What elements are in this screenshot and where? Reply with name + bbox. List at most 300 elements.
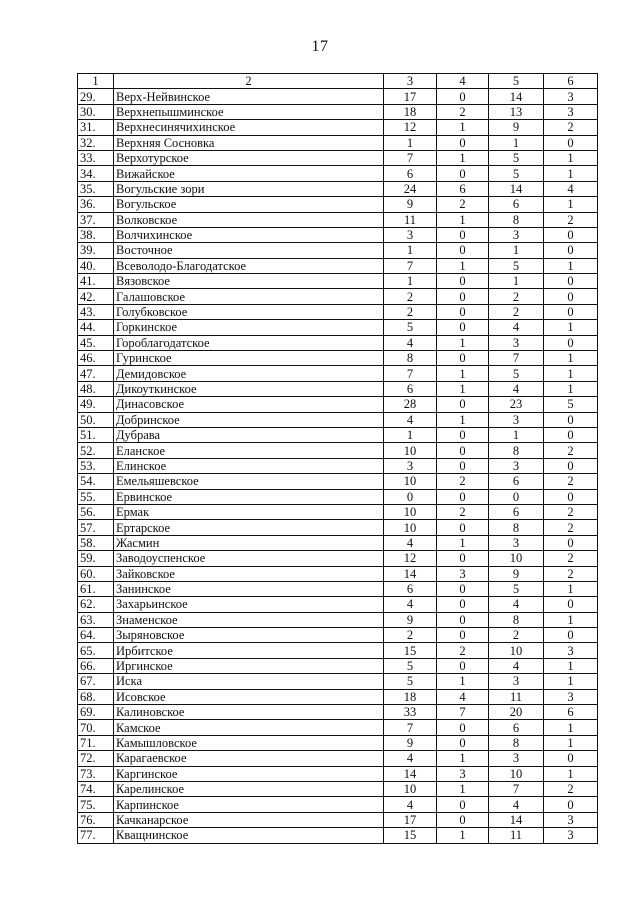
row-number-cell: 37. [78, 212, 114, 227]
value-cell-col3: 1 [384, 427, 437, 442]
value-cell-col6: 3 [544, 812, 598, 827]
value-cell-col4: 1 [437, 150, 489, 165]
table-row [78, 781, 598, 796]
name-cell: Верхнесинячихинское [114, 120, 384, 135]
value-cell-col3: 2 [384, 304, 437, 319]
name-cell: Волчихинское [114, 227, 384, 242]
value-cell-col3: 8 [384, 351, 437, 366]
table-row [78, 504, 598, 519]
value-cell-col5: 8 [489, 443, 544, 458]
value-cell-col4: 0 [437, 274, 489, 289]
table-row [78, 366, 598, 381]
row-number-cell: 62. [78, 597, 114, 612]
value-cell-col4: 0 [437, 581, 489, 596]
value-cell-col3: 7 [384, 150, 437, 165]
value-cell-col3: 12 [384, 551, 437, 566]
value-cell-col6: 4 [544, 181, 598, 196]
row-number-cell: 45. [78, 335, 114, 350]
table-row [78, 212, 598, 227]
name-cell: Камышловское [114, 735, 384, 750]
value-cell-col4: 0 [437, 289, 489, 304]
value-cell-col4: 2 [437, 474, 489, 489]
name-cell: Вижайское [114, 166, 384, 181]
value-cell-col5: 1 [489, 243, 544, 258]
table-row [78, 258, 598, 273]
value-cell-col5: 2 [489, 628, 544, 643]
row-number-cell: 71. [78, 735, 114, 750]
header-cell-col3: 3 [384, 74, 437, 89]
value-cell-col6: 0 [544, 289, 598, 304]
value-cell-col6: 1 [544, 366, 598, 381]
value-cell-col5: 5 [489, 258, 544, 273]
table-row [78, 812, 598, 827]
header-cell-number: 1 [78, 74, 114, 89]
value-cell-col5: 9 [489, 120, 544, 135]
value-cell-col5: 0 [489, 489, 544, 504]
name-cell: Иска [114, 674, 384, 689]
value-cell-col6: 0 [544, 135, 598, 150]
table-header-row [78, 74, 598, 89]
name-cell: Емельяшевское [114, 474, 384, 489]
value-cell-col5: 3 [489, 535, 544, 550]
row-number-cell: 56. [78, 504, 114, 519]
name-cell: Гуринское [114, 351, 384, 366]
value-cell-col6: 0 [544, 628, 598, 643]
value-cell-col4: 0 [437, 720, 489, 735]
value-cell-col4: 0 [437, 520, 489, 535]
value-cell-col6: 1 [544, 258, 598, 273]
table-row [78, 520, 598, 535]
row-number-cell: 33. [78, 150, 114, 165]
value-cell-col4: 0 [437, 243, 489, 258]
value-cell-col6: 0 [544, 274, 598, 289]
row-number-cell: 42. [78, 289, 114, 304]
name-cell: Карпинское [114, 797, 384, 812]
table-row [78, 135, 598, 150]
value-cell-col4: 0 [437, 735, 489, 750]
table-row [78, 735, 598, 750]
name-cell: Гороблагодатское [114, 335, 384, 350]
name-cell: Добринское [114, 412, 384, 427]
table-row [78, 643, 598, 658]
table-row [78, 197, 598, 212]
value-cell-col3: 6 [384, 381, 437, 396]
value-cell-col6: 1 [544, 320, 598, 335]
table-row [78, 628, 598, 643]
value-cell-col4: 0 [437, 658, 489, 673]
value-cell-col4: 0 [437, 489, 489, 504]
value-cell-col5: 6 [489, 474, 544, 489]
row-number-cell: 57. [78, 520, 114, 535]
value-cell-col3: 11 [384, 212, 437, 227]
value-cell-col6: 0 [544, 335, 598, 350]
value-cell-col3: 3 [384, 227, 437, 242]
value-cell-col5: 2 [489, 304, 544, 319]
value-cell-col6: 0 [544, 597, 598, 612]
value-cell-col5: 4 [489, 320, 544, 335]
value-cell-col5: 4 [489, 797, 544, 812]
value-cell-col6: 1 [544, 674, 598, 689]
table-row [78, 612, 598, 627]
row-number-cell: 36. [78, 197, 114, 212]
table-row [78, 828, 598, 843]
row-number-cell: 39. [78, 243, 114, 258]
value-cell-col3: 4 [384, 597, 437, 612]
value-cell-col5: 1 [489, 274, 544, 289]
value-cell-col6: 0 [544, 427, 598, 442]
value-cell-col5: 5 [489, 366, 544, 381]
value-cell-col4: 3 [437, 766, 489, 781]
name-cell: Галашовское [114, 289, 384, 304]
value-cell-col4: 0 [437, 227, 489, 242]
value-cell-col6: 0 [544, 243, 598, 258]
name-cell: Каргинское [114, 766, 384, 781]
name-cell: Карелинское [114, 781, 384, 796]
value-cell-col3: 9 [384, 735, 437, 750]
value-cell-col3: 0 [384, 489, 437, 504]
value-cell-col6: 1 [544, 766, 598, 781]
table-row [78, 566, 598, 581]
name-cell: Демидовское [114, 366, 384, 381]
value-cell-col4: 0 [437, 397, 489, 412]
row-number-cell: 65. [78, 643, 114, 658]
value-cell-col5: 14 [489, 89, 544, 104]
table-row [78, 120, 598, 135]
value-cell-col3: 28 [384, 397, 437, 412]
value-cell-col5: 5 [489, 150, 544, 165]
value-cell-col6: 1 [544, 166, 598, 181]
value-cell-col3: 4 [384, 751, 437, 766]
value-cell-col4: 1 [437, 212, 489, 227]
table-row [78, 181, 598, 196]
name-cell: Захарьинское [114, 597, 384, 612]
header-cell-col4: 4 [437, 74, 489, 89]
value-cell-col4: 1 [437, 412, 489, 427]
value-cell-col4: 2 [437, 643, 489, 658]
value-cell-col6: 1 [544, 735, 598, 750]
table-row [78, 597, 598, 612]
value-cell-col5: 3 [489, 458, 544, 473]
value-cell-col6: 1 [544, 150, 598, 165]
value-cell-col5: 10 [489, 551, 544, 566]
value-cell-col4: 1 [437, 751, 489, 766]
value-cell-col5: 11 [489, 828, 544, 843]
value-cell-col5: 7 [489, 351, 544, 366]
row-number-cell: 34. [78, 166, 114, 181]
value-cell-col3: 1 [384, 135, 437, 150]
value-cell-col5: 6 [489, 504, 544, 519]
value-cell-col6: 2 [544, 212, 598, 227]
table-row [78, 243, 598, 258]
table-body [78, 74, 598, 844]
value-cell-col3: 5 [384, 658, 437, 673]
value-cell-col3: 10 [384, 504, 437, 519]
name-cell: Верх-Нейвинское [114, 89, 384, 104]
value-cell-col6: 0 [544, 535, 598, 550]
value-cell-col4: 2 [437, 197, 489, 212]
value-cell-col4: 0 [437, 304, 489, 319]
value-cell-col3: 4 [384, 335, 437, 350]
value-cell-col5: 8 [489, 735, 544, 750]
value-cell-col4: 0 [437, 443, 489, 458]
value-cell-col3: 12 [384, 120, 437, 135]
value-cell-col6: 2 [544, 504, 598, 519]
value-cell-col3: 15 [384, 643, 437, 658]
name-cell: Голубковское [114, 304, 384, 319]
name-cell: Дубрава [114, 427, 384, 442]
value-cell-col6: 0 [544, 489, 598, 504]
table-row [78, 166, 598, 181]
value-cell-col6: 2 [544, 781, 598, 796]
value-cell-col5: 6 [489, 720, 544, 735]
value-cell-col4: 1 [437, 120, 489, 135]
row-number-cell: 66. [78, 658, 114, 673]
table-row [78, 489, 598, 504]
name-cell: Камское [114, 720, 384, 735]
name-cell: Динасовское [114, 397, 384, 412]
value-cell-col5: 14 [489, 812, 544, 827]
row-number-cell: 72. [78, 751, 114, 766]
name-cell: Исовское [114, 689, 384, 704]
row-number-cell: 48. [78, 381, 114, 396]
row-number-cell: 70. [78, 720, 114, 735]
value-cell-col4: 0 [437, 166, 489, 181]
header-cell-name: 2 [114, 74, 384, 89]
value-cell-col4: 1 [437, 258, 489, 273]
value-cell-col4: 0 [437, 628, 489, 643]
name-cell: Жасмин [114, 535, 384, 550]
value-cell-col6: 0 [544, 751, 598, 766]
value-cell-col5: 2 [489, 289, 544, 304]
value-cell-col3: 7 [384, 258, 437, 273]
table-row [78, 766, 598, 781]
table-row [78, 335, 598, 350]
row-number-cell: 53. [78, 458, 114, 473]
row-number-cell: 49. [78, 397, 114, 412]
value-cell-col4: 1 [437, 535, 489, 550]
table-row [78, 227, 598, 242]
row-number-cell: 52. [78, 443, 114, 458]
name-cell: Горкинское [114, 320, 384, 335]
value-cell-col3: 24 [384, 181, 437, 196]
data-table [77, 73, 598, 844]
name-cell: Всеволодо-Благодатское [114, 258, 384, 273]
row-number-cell: 60. [78, 566, 114, 581]
table-row [78, 304, 598, 319]
value-cell-col5: 3 [489, 412, 544, 427]
value-cell-col6: 5 [544, 397, 598, 412]
value-cell-col4: 0 [437, 89, 489, 104]
value-cell-col5: 10 [489, 643, 544, 658]
name-cell: Вогульское [114, 197, 384, 212]
table-row [78, 535, 598, 550]
value-cell-col5: 8 [489, 612, 544, 627]
value-cell-col5: 10 [489, 766, 544, 781]
value-cell-col5: 8 [489, 212, 544, 227]
value-cell-col3: 33 [384, 705, 437, 720]
table-row [78, 443, 598, 458]
table-row [78, 412, 598, 427]
name-cell: Ирбитское [114, 643, 384, 658]
value-cell-col3: 6 [384, 166, 437, 181]
row-number-cell: 76. [78, 812, 114, 827]
table-row [78, 320, 598, 335]
value-cell-col3: 15 [384, 828, 437, 843]
header-cell-col5: 5 [489, 74, 544, 89]
name-cell: Кващнинское [114, 828, 384, 843]
value-cell-col3: 2 [384, 628, 437, 643]
row-number-cell: 54. [78, 474, 114, 489]
value-cell-col4: 1 [437, 381, 489, 396]
table-row [78, 89, 598, 104]
value-cell-col6: 3 [544, 689, 598, 704]
value-cell-col6: 2 [544, 120, 598, 135]
value-cell-col3: 10 [384, 781, 437, 796]
value-cell-col5: 11 [489, 689, 544, 704]
page-number: 17 [311, 38, 329, 55]
value-cell-col3: 17 [384, 89, 437, 104]
row-number-cell: 69. [78, 705, 114, 720]
table-row [78, 351, 598, 366]
value-cell-col6: 3 [544, 104, 598, 119]
value-cell-col4: 1 [437, 828, 489, 843]
row-number-cell: 47. [78, 366, 114, 381]
value-cell-col3: 6 [384, 581, 437, 596]
table-row [78, 751, 598, 766]
value-cell-col6: 2 [544, 474, 598, 489]
value-cell-col3: 4 [384, 797, 437, 812]
row-number-cell: 30. [78, 104, 114, 119]
value-cell-col6: 6 [544, 705, 598, 720]
row-number-cell: 64. [78, 628, 114, 643]
value-cell-col6: 1 [544, 381, 598, 396]
value-cell-col3: 14 [384, 766, 437, 781]
value-cell-col3: 9 [384, 612, 437, 627]
value-cell-col3: 1 [384, 274, 437, 289]
name-cell: Ермак [114, 504, 384, 519]
value-cell-col3: 10 [384, 443, 437, 458]
value-cell-col5: 1 [489, 135, 544, 150]
row-number-cell: 55. [78, 489, 114, 504]
row-number-cell: 40. [78, 258, 114, 273]
value-cell-col3: 5 [384, 674, 437, 689]
row-number-cell: 73. [78, 766, 114, 781]
name-cell: Ервинское [114, 489, 384, 504]
value-cell-col3: 3 [384, 458, 437, 473]
value-cell-col6: 2 [544, 566, 598, 581]
row-number-cell: 61. [78, 581, 114, 596]
value-cell-col5: 14 [489, 181, 544, 196]
value-cell-col4: 4 [437, 689, 489, 704]
name-cell: Восточное [114, 243, 384, 258]
name-cell: Вогульские зори [114, 181, 384, 196]
table-row [78, 289, 598, 304]
value-cell-col5: 6 [489, 197, 544, 212]
name-cell: Верхотурское [114, 150, 384, 165]
row-number-cell: 31. [78, 120, 114, 135]
table-row [78, 689, 598, 704]
table-row [78, 581, 598, 596]
value-cell-col5: 5 [489, 581, 544, 596]
value-cell-col4: 6 [437, 181, 489, 196]
row-number-cell: 68. [78, 689, 114, 704]
value-cell-col6: 0 [544, 797, 598, 812]
value-cell-col4: 3 [437, 566, 489, 581]
value-cell-col4: 0 [437, 427, 489, 442]
table-row [78, 458, 598, 473]
header-cell-col6: 6 [544, 74, 598, 89]
name-cell: Зайковское [114, 566, 384, 581]
table-row [78, 551, 598, 566]
row-number-cell: 44. [78, 320, 114, 335]
value-cell-col3: 9 [384, 197, 437, 212]
value-cell-col5: 4 [489, 381, 544, 396]
value-cell-col4: 0 [437, 351, 489, 366]
value-cell-col5: 4 [489, 658, 544, 673]
value-cell-col6: 1 [544, 658, 598, 673]
name-cell: Заводоуспенское [114, 551, 384, 566]
value-cell-col4: 0 [437, 320, 489, 335]
name-cell: Вязовское [114, 274, 384, 289]
row-number-cell: 59. [78, 551, 114, 566]
value-cell-col3: 14 [384, 566, 437, 581]
name-cell: Верхнепышминское [114, 104, 384, 119]
value-cell-col3: 7 [384, 366, 437, 381]
name-cell: Иргинское [114, 658, 384, 673]
value-cell-col5: 5 [489, 166, 544, 181]
value-cell-col3: 4 [384, 412, 437, 427]
value-cell-col4: 0 [437, 458, 489, 473]
name-cell: Волковское [114, 212, 384, 227]
name-cell: Ертарское [114, 520, 384, 535]
table-row [78, 274, 598, 289]
value-cell-col5: 23 [489, 397, 544, 412]
value-cell-col4: 1 [437, 674, 489, 689]
table-row [78, 674, 598, 689]
table-row [78, 427, 598, 442]
value-cell-col6: 1 [544, 720, 598, 735]
value-cell-col3: 10 [384, 474, 437, 489]
value-cell-col6: 0 [544, 304, 598, 319]
row-number-cell: 38. [78, 227, 114, 242]
value-cell-col4: 2 [437, 504, 489, 519]
value-cell-col4: 0 [437, 135, 489, 150]
value-cell-col5: 20 [489, 705, 544, 720]
table-row [78, 658, 598, 673]
value-cell-col3: 17 [384, 812, 437, 827]
table-row [78, 397, 598, 412]
value-cell-col6: 0 [544, 458, 598, 473]
value-cell-col6: 1 [544, 351, 598, 366]
value-cell-col4: 2 [437, 104, 489, 119]
value-cell-col6: 0 [544, 412, 598, 427]
value-cell-col3: 1 [384, 243, 437, 258]
row-number-cell: 50. [78, 412, 114, 427]
row-number-cell: 63. [78, 612, 114, 627]
row-number-cell: 43. [78, 304, 114, 319]
row-number-cell: 58. [78, 535, 114, 550]
value-cell-col5: 4 [489, 597, 544, 612]
value-cell-col4: 0 [437, 797, 489, 812]
value-cell-col6: 3 [544, 643, 598, 658]
value-cell-col4: 1 [437, 781, 489, 796]
table-row [78, 474, 598, 489]
row-number-cell: 29. [78, 89, 114, 104]
value-cell-col6: 1 [544, 197, 598, 212]
value-cell-col3: 7 [384, 720, 437, 735]
value-cell-col5: 9 [489, 566, 544, 581]
name-cell: Верхняя Сосновка [114, 135, 384, 150]
